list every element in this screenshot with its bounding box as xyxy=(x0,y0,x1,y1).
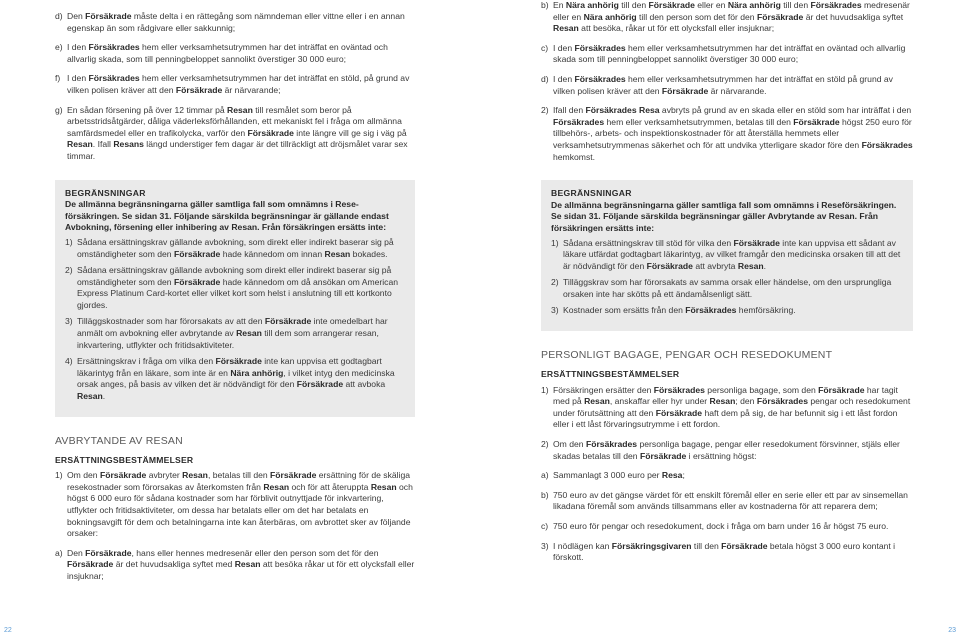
list-item xyxy=(65,316,407,351)
list-item xyxy=(55,42,415,65)
list-item-text: I den Försäkrades hem eller verksamhetsutrymmen har det inträffat en oväntad och allvarlig skada som till penningbeloppet sannolikt överstiger 30 000 euro; xyxy=(553,42,906,65)
list-item-text: Om den Försäkrade avbryter Resan, betalas till den Försäkrade ersättning för de skäliga resekostnader som förorsakas av återkomsten från Resan och för att återuppta Resan och högst 6 000 euro för sådana kostnader som har förblivit outnyttjade för inkvartering, utflykter och fritidsaktiviteter, om dessa har betalats eller om det har betalats en bokningsavgift för dem och betalningarna inte kan återbäras, om avbrottet sker av följande orsaker: xyxy=(67,470,413,539)
list-item-text: I den Försäkrades hem eller verksamhetsutrymmen har det inträffat en oväntad och allvarlig skada, som till penningbeloppet sannolikt överstiger 30 000 euro; xyxy=(67,42,388,64)
list-item xyxy=(551,277,905,300)
list-item-text: Ifall den Försäkrades Resa avbryts på grund av en skada eller en stöld som har inträffat i den Försäkrades hem eller verksamhetsutrymmen, betalas till den Försäkrade högst 250 euro för tillbehörs-, arbets- och inspektionskostnader för att återställa hemmets eller verksamhetsutrymmenas säkerhet och för att undvika ytterligare skador före den Försäkrades hemkomst. xyxy=(553,105,913,162)
page-number-left: 22 xyxy=(4,627,12,634)
list-item-text: Den Försäkrade, hans eller hennes medresenär eller den person som det för den Försäkrade är det huvudsakliga syftet med Resan att besöka råkar ut för ett olycksfall eller insjuknar; xyxy=(67,547,415,581)
list-item xyxy=(541,385,913,431)
list-item xyxy=(551,305,905,317)
right-top-list xyxy=(541,0,913,163)
list-item xyxy=(55,470,415,540)
list-item-text: En Nära anhörig till den Försäkrade eller en Nära anhörig till den Försäkrades medresenär eller en Nära anhörig till den person som det för den Försäkrade är det huvudsakliga syftet Resan att besöka, råkar ut för ett olycksfall eller insjuknar; xyxy=(553,0,910,34)
list-item-label: d) xyxy=(541,73,549,84)
list-item-label: 4) xyxy=(65,356,73,367)
right-limitations-list xyxy=(551,238,905,318)
list-item-label: 2) xyxy=(541,105,549,116)
list-item xyxy=(55,11,415,34)
list-item-label: b) xyxy=(541,489,549,500)
list-item-text: Om den Försäkrades personliga bagage, pengar eller resedokument försvinner, stjäls eller skadas betalas till den Försäkrade i ersättning högst: xyxy=(553,439,900,461)
list-item-label: b) xyxy=(541,0,549,10)
list-item-label: a) xyxy=(541,470,549,481)
list-item-text: Sådana ersättningskrav till stöd för vilka den Försäkrade inte kan uppvisa ett sådant av läkare utfärdat godtagbart läkarintyg, av vilket framgår den medicinska orsaken till att det är nödvändigt för den Försäkrade att avbryta Resan. xyxy=(563,237,901,271)
list-item-label: 3) xyxy=(65,316,73,327)
list-item-text: Ersättningskrav i fråga om vilka den Försäkrade inte kan uppvisa ett godtagbart läkarintyg från en läkare, som inte är en Nära anhörig, i vilket intyg den medicinska orsak anges, på basis av vilken det är nödvändigt för den Försäkrade att avboka Resan. xyxy=(77,356,395,402)
right-bottom-list xyxy=(541,385,913,564)
left-column xyxy=(55,11,415,585)
list-item xyxy=(55,105,415,163)
list-item-text: 750 euro av det gängse värdet för ett enskilt föremål eller en serie eller ett par av sinsemellan likadana föremål som används tillsammans eller av kostnaderna för att reparera dem; xyxy=(553,489,908,512)
section-title-baggage: PERSONLIGT BAGAGE, PENGAR OCH RESEDOKUMENT xyxy=(541,349,833,362)
list-item xyxy=(541,490,913,513)
list-item-label: e) xyxy=(55,42,63,53)
list-item xyxy=(55,73,415,96)
list-item-text: I nödlägen kan Försäkringsgivaren till den Försäkrade betala högst 3 000 euro kontant i förskott. xyxy=(553,540,896,563)
list-item xyxy=(65,265,407,311)
list-item-text: Kostnader som ersätts från den Försäkrades hemförsäkring. xyxy=(563,305,796,316)
right-column xyxy=(541,0,913,566)
list-item-text: Sådana ersättningskrav gällande avbokning som direkt eller indirekt baserar sig på omständigheter som den Försäkrade hade kännedom om då ansökan om American Express Platinum Card-kortet eller vilket kort som helst i anslutning till ett kortkonto gjordes. xyxy=(77,265,399,310)
list-item-label: c) xyxy=(541,521,549,531)
list-item-label: c) xyxy=(541,42,549,53)
list-item-text: I den Försäkrades hem eller verksamhetsutrymmen har det inträffat en stöld på grund av vilken polisen kräver att den Försäkrade är närvarande. xyxy=(553,73,893,96)
list-item xyxy=(65,237,407,260)
list-item xyxy=(541,74,913,97)
right-limitations-title: BEGRÄNSNINGAR xyxy=(551,188,632,199)
right-compensation-heading: ERSÄTTNINGSBESTÄMMELSER xyxy=(541,369,680,380)
list-item-text: Den Försäkrade måste delta i en rättegång som nämndeman eller vittne eller i en annan egenskap än som rådgivare eller sakkunnig; xyxy=(67,11,405,33)
left-limitations-box xyxy=(55,180,415,417)
list-item-label: 1) xyxy=(55,470,63,481)
left-limitations-intro: De allmänna begränsningarna gäller samtliga fall som omnämns i Reseförsäkringen. Se sidan 31. Följande särskilda begränsningar är gällande endast Avbokning, försening eller inhibering av Resan. Från försäkringen ersätts inte: xyxy=(65,199,389,233)
list-item-label: f) xyxy=(55,73,61,84)
list-item-label: 1) xyxy=(65,236,73,247)
list-item-label: g) xyxy=(55,104,63,115)
section-title-cancel-trip: AVBRYTANDE AV RESAN xyxy=(55,434,183,447)
list-item xyxy=(551,238,905,273)
list-item-label: 1) xyxy=(541,384,549,395)
list-item-text: Tilläggskrav som har förorsakats av samma orsak eller händelse, om den ursprungliga orsaken inte har skötts på ett ändamålsenligt sätt. xyxy=(563,277,892,299)
left-bottom-list xyxy=(55,470,415,582)
list-item xyxy=(65,356,407,402)
list-item-label: 3) xyxy=(541,540,549,551)
left-top-list xyxy=(55,11,415,163)
list-item-label: 2) xyxy=(541,439,549,450)
list-item xyxy=(541,0,913,35)
right-limitations-box xyxy=(541,180,913,331)
left-compensation-heading: ERSÄTTNINGSBESTÄMMELSER xyxy=(55,454,194,465)
list-item-text: 750 euro för pengar och resedokument, dock i fråga om barn under 16 år högst 75 euro. xyxy=(553,521,889,531)
list-item-text: Tilläggskostnader som har förorsakats av att den Försäkrade inte omedelbart har anmält om avbokning eller avbrytande av Resan till dem som arrangerar resan, inkvartering, utflykter och fritidsaktiviteter. xyxy=(77,316,388,350)
list-item-label: 3) xyxy=(551,305,559,316)
list-item xyxy=(541,105,913,163)
list-item xyxy=(541,541,913,564)
right-limitations-intro: De allmänna begränsningarna gäller samtliga fall som omnämns i Reseförsäkringen. Se sidan 31. Följande särskilda begränsningar gäller Avbrytande av Resan. Från försäkringen ersätts inte: xyxy=(551,199,897,233)
list-item-label: 2) xyxy=(551,277,559,288)
list-item-text: En sådan försening på över 12 timmar på Resan till resmålet som beror på arbetsstridsåtgärder, dåliga väderleksförhållanden, ett mekaniskt fel i fråga om allmänna samfärdsmedel eller en trafikolycka, varför den Försäkrade inte längre vill ge sig i väg på Resan. Ifall Resans längd understiger fem dagar är det tillräckligt att dröjsmålet varar sex timmar. xyxy=(67,104,408,161)
list-item-text: I den Försäkrades hem eller verksamhetsutrymmen har det inträffat en stöld, på grund av vilken polisen kräver att den Försäkrade är närvarande; xyxy=(67,73,410,95)
list-item xyxy=(541,521,913,533)
list-item-text: Sådana ersättningskrav gällande avbokning, som direkt eller indirekt baserar sig på omständigheter som den Försäkrade hade kännedom om innan Resan bokades. xyxy=(77,236,394,259)
list-item xyxy=(541,470,913,482)
list-item-text: Sammanlagt 3 000 euro per Resa; xyxy=(553,470,685,481)
list-item-text: Försäkringen ersätter den Försäkrades personliga bagage, som den Försäkrade har tagit med på Resan, anskaffar eller hyr under Resan; den Försäkrades pengar och resedokument under förutsättning att den Försäkrade haft dem på sig, de har befunnit sig i ett låst fordon eller i ett låst förvaringsutrymme i ett fordon. xyxy=(553,384,911,430)
list-item-label: d) xyxy=(55,11,63,21)
list-item xyxy=(55,548,415,583)
list-item-label: 1) xyxy=(551,237,559,248)
list-item-label: a) xyxy=(55,547,63,558)
left-limitations-list xyxy=(65,237,407,403)
left-limitations-title: BEGRÄNSNINGAR xyxy=(65,187,146,198)
list-item-label: 2) xyxy=(65,265,73,276)
page-number-right: 23 xyxy=(948,627,956,634)
list-item xyxy=(541,43,913,66)
list-item xyxy=(541,439,913,462)
